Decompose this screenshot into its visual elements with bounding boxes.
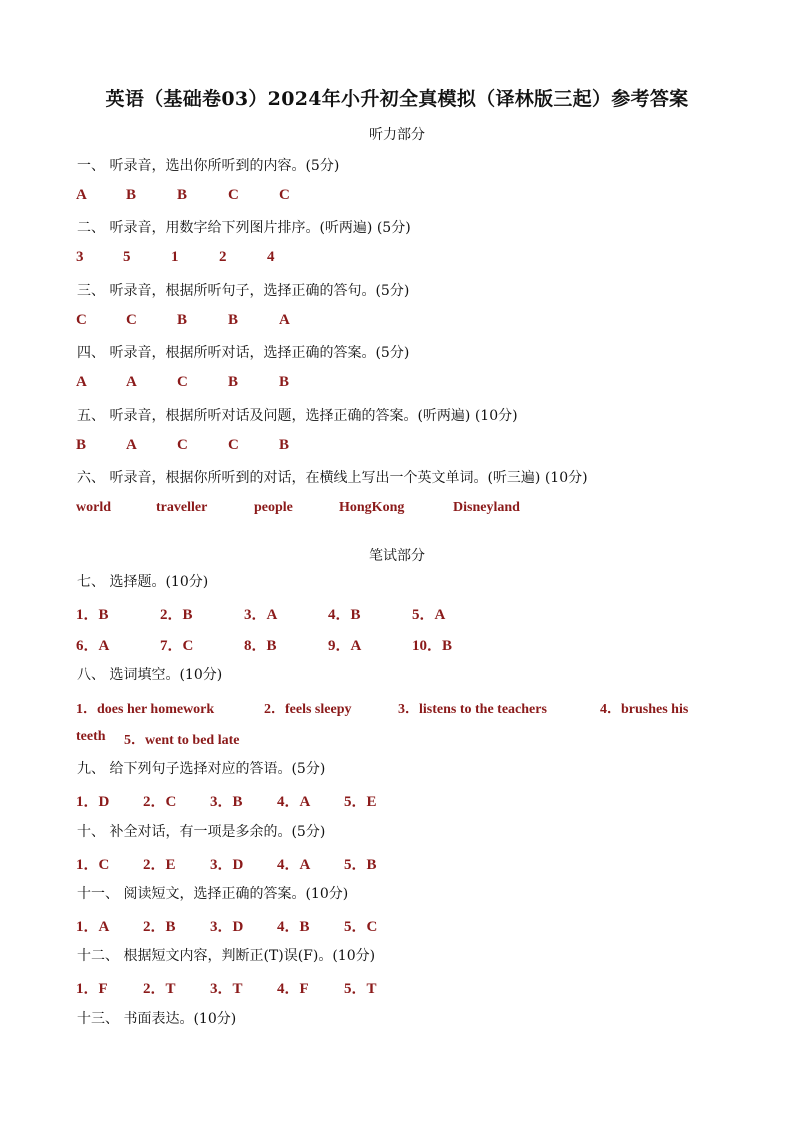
question-heading: 十二、 根据短文内容，判断正(T)误(F)。(10分) [77, 948, 376, 964]
answer-item: Disneyland [453, 500, 520, 515]
answer-item: C [228, 437, 239, 453]
answer-item: 5．C [344, 919, 378, 935]
question-heading: 一、 听录音，选出你所听到的内容。(5分) [77, 158, 340, 174]
answer-item: 5．A [412, 607, 446, 623]
answer-item: C [177, 437, 188, 453]
answer-item: 3．D [210, 919, 244, 935]
answer-item: 1．A [76, 919, 110, 935]
answer-item: A [76, 374, 87, 390]
answer-item: 3．T [210, 981, 243, 997]
answer-item: B [76, 437, 87, 453]
question-heading: 八、 选词填空。(10分) [77, 667, 223, 683]
answer-item: B [279, 437, 290, 453]
answer-item: 6．A [76, 638, 110, 654]
answer-item: 4．B [328, 607, 361, 623]
answer-item: C [177, 374, 188, 390]
answer-item: A [126, 437, 137, 453]
question-heading: 七、 选择题。(10分) [77, 574, 209, 590]
answer-item: 1．B [76, 607, 109, 623]
answer-item: 1．does her homework [76, 702, 215, 717]
answer-item: 2．B [143, 919, 176, 935]
question-heading: 五、 听录音，根据所听对话及问题，选择正确的答案。(听两遍) (10分) [77, 408, 518, 424]
answer-item: HongKong [339, 500, 405, 515]
answer-item: 4．A [277, 794, 311, 810]
answer-item: 1．C [76, 857, 110, 873]
answer-item: 2．E [143, 857, 176, 873]
answer-item: 4．B [277, 919, 310, 935]
question-heading: 九、 给下列句子选择对应的答语。(5分) [77, 761, 326, 777]
page-title: 英语（基础卷03）2024年小升初全真模拟（译林版三起）参考答案 [105, 88, 689, 110]
answer-item: B [228, 374, 239, 390]
question-heading: 十一、 阅读短文，选择正确的答案。(10分) [77, 886, 349, 902]
answer-item: 5．B [344, 857, 377, 873]
answer-item: B [177, 187, 188, 203]
question-heading: 四、 听录音，根据所听对话，选择正确的答案。(5分) [77, 345, 410, 361]
answer-item: B [126, 187, 137, 203]
answer-item: 4 [267, 249, 275, 265]
answer-item: 3．D [210, 857, 244, 873]
answer-item: 8．B [244, 638, 277, 654]
answer-item: 7．C [160, 638, 194, 654]
answer-item: 3．A [244, 607, 278, 623]
answer-item: 2 [219, 249, 227, 265]
answer-item: 4．A [277, 857, 311, 873]
answer-item: C [279, 187, 290, 203]
answer-item: A [76, 187, 87, 203]
answer-item: 4．brushes his [600, 702, 689, 717]
question-heading: 三、 听录音，根据所听句子，选择正确的答句。(5分) [77, 283, 410, 299]
answer-item: teeth [76, 729, 106, 744]
answer-item: 5．went to bed late [124, 733, 240, 748]
question-heading: 六、 听录音，根据你所听到的对话，在横线上写出一个英文单词。(听三遍) (10分) [77, 470, 588, 486]
question-heading: 十三、 书面表达。(10分) [77, 1011, 237, 1027]
answer-item: 3 [76, 249, 84, 265]
answer-item: world [76, 500, 111, 515]
answer-item: C [228, 187, 239, 203]
answer-item: 2．C [143, 794, 177, 810]
answer-item: A [279, 312, 290, 328]
answer-item: 10．B [412, 638, 453, 654]
answer-item: traveller [156, 500, 208, 515]
answer-item: C [76, 312, 87, 328]
question-heading: 二、 听录音，用数字给下列图片排序。(听两遍) (5分) [77, 220, 411, 236]
section-heading-listening: 听力部分 [369, 127, 425, 143]
section-heading-writing: 笔试部分 [369, 548, 425, 564]
answer-item: 1．F [76, 981, 108, 997]
answer-item: 3．B [210, 794, 243, 810]
answer-item: A [126, 374, 137, 390]
answer-item: B [177, 312, 188, 328]
answer-item: B [279, 374, 290, 390]
answer-item: B [228, 312, 239, 328]
answer-item: 2．T [143, 981, 176, 997]
answer-item: 4．F [277, 981, 309, 997]
answer-item: 1．D [76, 794, 110, 810]
answer-item: 1 [171, 249, 179, 265]
answer-item: 5．T [344, 981, 377, 997]
answer-item: 3．listens to the teachers [398, 702, 547, 717]
answer-item: 9．A [328, 638, 362, 654]
answer-item: 5．E [344, 794, 377, 810]
answer-item: 5 [123, 249, 131, 265]
answer-item: people [254, 500, 293, 515]
answer-item: 2．B [160, 607, 193, 623]
answer-item: 2．feels sleepy [264, 702, 352, 717]
question-heading: 十、 补全对话，有一项是多余的。(5分) [77, 824, 326, 840]
answer-item: C [126, 312, 137, 328]
